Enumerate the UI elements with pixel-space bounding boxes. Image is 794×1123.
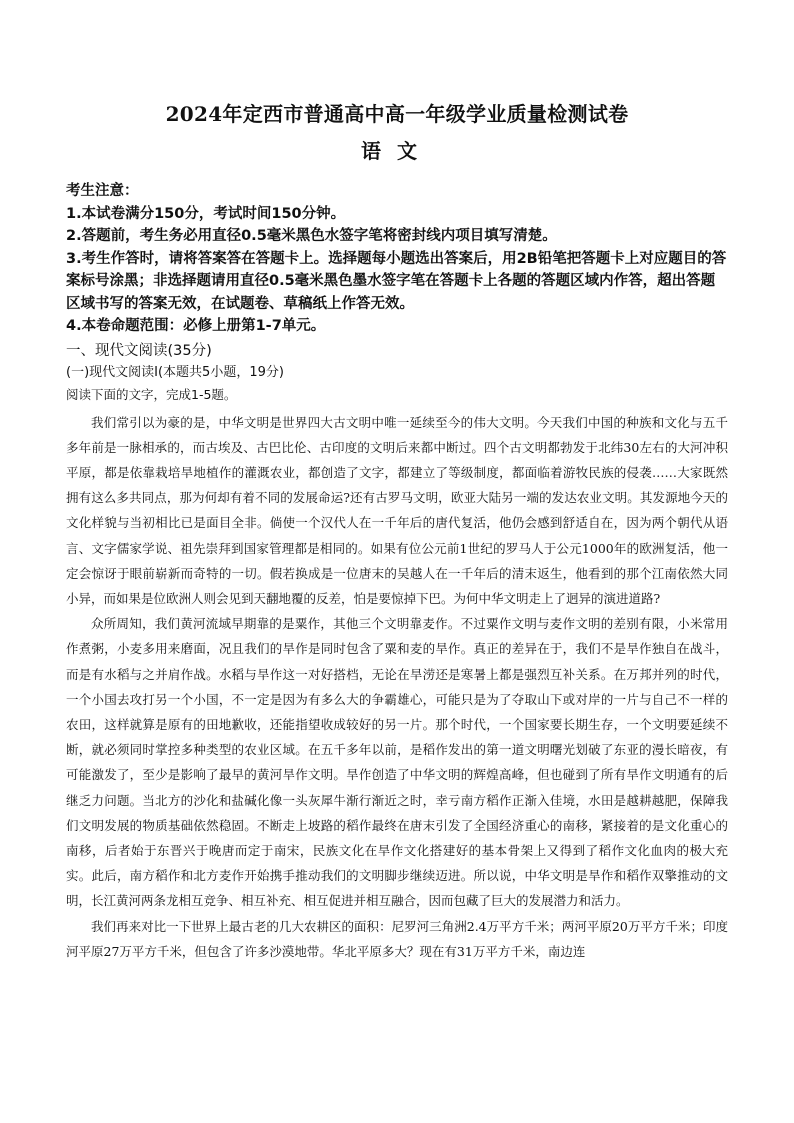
notes-heading: 考生注意： — [66, 183, 139, 199]
exam-notes — [66, 180, 728, 338]
passage-paragraph-3: 我们再来对比一下世界上最古老的几大农耕区的面积：尼罗河三角洲2.4万平方千米；两河平原20万平方千米；印度河平原27万平方千米，但包含了许多沙漠地带。华北平原多大？现在有31万平方千米，南边连 — [66, 918, 728, 959]
note-item-4: 4.本卷命题范围：必修上册第1-7单元。 — [66, 318, 326, 334]
reading-instruction: 阅读下面的文字，完成1-5题。 — [66, 386, 237, 402]
note-item-1: 1.本试卷满分150分，考试时间150分钟。 — [66, 205, 346, 222]
exam-title: 2024年定西市普通高中高一年级学业质量检测试卷 — [165, 102, 629, 126]
reading-passage — [66, 410, 728, 964]
exam-subject: 语文 — [361, 139, 433, 163]
passage-paragraph-2: 众所周知，我们黄河流域早期靠的是粟作，其他三个文明靠麦作。不过粟作文明与麦作文明的差别有限，小米常用作煮粥，小麦多用来磨面，况且我们的旱作是同时包含了粟和麦的旱作。真正的差异在于，我们不是旱作独自在战斗，而是有水稻与之并肩作战。水稻与旱作这一对好搭档，无论在旱涝还是寒暑上都是强烈互补关系。在万邦并列的时代，一个小国去攻打另一个小国，不一定是因为有多么大的争霸雄心，可能只是为了夺取山下或对岸的一片与自己不一样的农田，这样就算是原有的田地歉收，还能指望收成较好的另一片。那个时代，一个国家要长期生存，一个文明要延续不断，就必须同时掌控多种类型的农业区域。在五千多年以前，是稻作发出的第一道文明曙光划破了东亚的漫长暗夜，有可能激发了，至少是影响了最早的黄河旱作文明。旱作创造了中华文明的辉煌高峰，但也碰到了所有旱作文明通有的后继乏力问题。当北方的沙化和盐碱化像一头灰犀牛渐行渐近之时，幸亏南方稻作正渐入佳境，水田是越耕越肥，保障我们文明发展的物质基础依然稳固。不断走上坡路的稻作最终在唐末引发了全国经济重心的南移，紧接着的是文化重心的南移，后者始于东晋兴于晚唐而定于南宋，民族文化在旱作文化搭建好的基本骨架上又得到了稻作文化血肉的极大充实。此后，南方稻作和北方麦作开始携手推动我们的文明脚步继续迈进。所以说，中华文明是旱作和稻作双擎推动的文明，长江黄河两条龙相互竞争、相互补充、相互促进并相互融合，因而包藏了巨大的发展潜力和活力。 — [66, 616, 728, 909]
section-heading: 一、现代文阅读(35分) — [66, 342, 212, 359]
note-item-3: 3.考生作答时，请将答案答在答题卡上。选择题每小题选出答案后，用2B铅笔把答题卡上对应题目的答案标号涂黑；非选择题请用直径0.5毫米黑色墨水签字笔在答题卡上各题的答题区域内作答，超出答题区域书写的答案无效，在试题卷、草稿纸上作答无效。 — [66, 250, 727, 312]
note-item-2: 2.答题前，考生务必用直径0.5毫米黑色水签字笔将密封线内项目填写清楚。 — [66, 228, 557, 244]
passage-paragraph-1: 我们常引以为豪的是，中华文明是世界四大古文明中唯一延续至今的伟大文明。今天我们中国的种族和文化与五千多年前是一脉相承的，而古埃及、古巴比伦、古印度的文明后来都中断过。四个古文明都勃发于北纬30左右的大河冲积平原，都是依靠栽培旱地植作的灌溉农业，都创造了文字，都建立了等级制度，都面临着游牧民族的侵袭……大家既然拥有这么多共同点，那为何却有着不同的发展命运?还有古罗马文明，欧亚大陆另一端的发达农业文明。其发源地今天的文化样貌与当初相比已是面目全非。倘使一个汉代人在一千年后的唐代复活，他仍会感到舒适自在，因为两个朝代从语言、文字儒家学说、祖先崇拜到国家管理都是相同的。如果有位公元前1世纪的罗马人于公元1000年的欧洲复活，他一定会惊讶于眼前崭新而奇特的一切。假若换成是一位唐末的吴越人在一千年后的清末返生，他看到的那个江南依然大同小异，而如果是位欧洲人则会见到天翻地覆的反差，怕是要惊掉下巴。为何中华文明走上了迥异的演进道路? — [66, 414, 728, 606]
section-subheading: (一)现代文阅读Ⅰ(本题共5小题，19分) — [66, 364, 284, 380]
